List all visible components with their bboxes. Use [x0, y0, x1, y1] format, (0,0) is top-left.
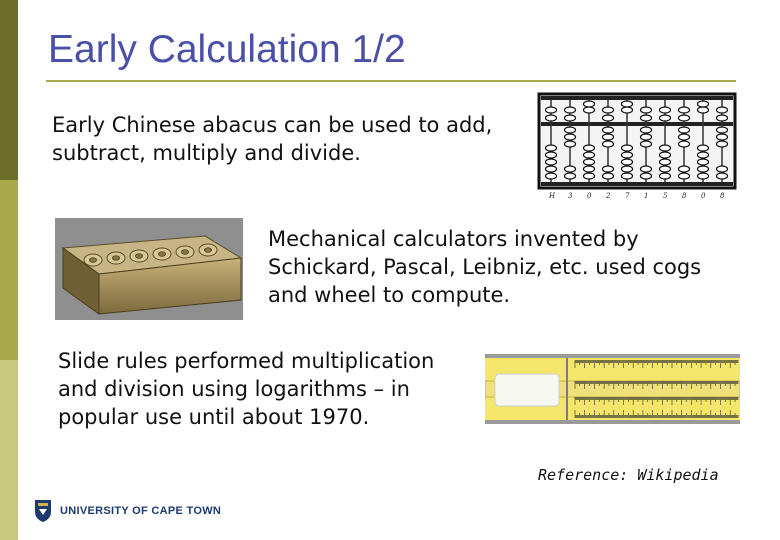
abacus-bead	[698, 107, 709, 113]
abacus-bead	[584, 152, 595, 158]
sidebar-accent	[0, 0, 18, 540]
abacus-digit-label: 0	[587, 192, 592, 200]
abacus-bead	[546, 145, 557, 151]
abacus-bead	[660, 107, 671, 113]
university-logo	[34, 498, 221, 524]
abacus-bead	[698, 166, 709, 172]
abacus-digit-label: 1	[644, 192, 649, 200]
abacus-bead	[679, 107, 690, 113]
abacus-bead	[698, 101, 709, 107]
abacus-bead	[546, 173, 557, 179]
abacus-bead	[660, 159, 671, 165]
abacus-bead	[717, 127, 728, 133]
slide-rules-paragraph: Slide rules performed multiplication and division using logarithms – in popular use until about 1970.	[58, 349, 435, 429]
abacus-bead	[641, 173, 652, 179]
abacus-bead	[622, 152, 633, 158]
abacus-bead	[679, 141, 690, 147]
abacus-bead	[584, 173, 595, 179]
abacus-bead	[660, 152, 671, 158]
abacus-bead	[622, 173, 633, 179]
abacus-bead	[679, 127, 690, 133]
abacus-paragraph: Early Chinese abacus can be used to add, subtract, multiply and divide.	[52, 113, 493, 165]
abacus-bead	[660, 173, 671, 179]
abacus-bead	[698, 159, 709, 165]
abacus-digit-label: 7	[625, 192, 630, 200]
abacus-digit-label: 0	[701, 192, 706, 200]
abacus-bead	[641, 141, 652, 147]
abacus-bead	[565, 107, 576, 113]
abacus-digit-label: 5	[663, 192, 668, 200]
abacus-bead	[565, 173, 576, 179]
abacus-bead	[660, 166, 671, 172]
abacus-bead	[641, 166, 652, 172]
abacus-bead	[603, 173, 614, 179]
abacus-bead	[546, 152, 557, 158]
abacus-bead	[546, 107, 557, 113]
abacus-bead	[584, 145, 595, 151]
abacus-bead	[546, 159, 557, 165]
uct-shield-icon	[34, 499, 52, 523]
abacus-bead	[584, 166, 595, 172]
abacus-bead	[546, 115, 557, 121]
slide-title: Early Calculation 1/2	[48, 28, 406, 71]
abacus-bead	[622, 145, 633, 151]
abacus-bead	[679, 173, 690, 179]
university-logo-text: UNIVERSITY OF CAPE TOWN	[60, 505, 222, 517]
mechanical-paragraph: Mechanical calculators invented by Schickard, Pascal, Leibniz, etc. used cogs and wheel to compute.	[268, 227, 702, 307]
abacus-bead	[622, 107, 633, 113]
abacus-bead	[622, 166, 633, 172]
abacus-bead	[717, 107, 728, 113]
abacus-bead	[641, 115, 652, 121]
abacus-bead	[660, 115, 671, 121]
sidebar-band-dark	[0, 0, 18, 180]
abacus-bead	[717, 166, 728, 172]
abacus-bead	[641, 107, 652, 113]
abacus-bead	[603, 141, 614, 147]
abacus-bead	[603, 115, 614, 121]
abacus-bead	[698, 152, 709, 158]
abacus-bead	[603, 107, 614, 113]
sidebar-band-light	[0, 360, 18, 540]
reference-note: Reference: Wikipedia	[538, 466, 719, 484]
abacus-bead	[679, 134, 690, 140]
abacus-bead	[698, 145, 709, 151]
abacus-bead	[546, 166, 557, 172]
abacus-digit-label: 2	[606, 192, 611, 200]
abacus-bead	[622, 159, 633, 165]
abacus-bead	[603, 127, 614, 133]
abacus-bead	[584, 159, 595, 165]
abacus-bead	[717, 173, 728, 179]
abacus-bead	[603, 134, 614, 140]
abacus-bead	[565, 134, 576, 140]
abacus-bead	[565, 166, 576, 172]
abacus-bead	[565, 115, 576, 121]
sidebar-band-mid	[0, 180, 18, 360]
abacus-bead	[603, 166, 614, 172]
abacus-bead	[660, 145, 671, 151]
abacus-digit-label: 8	[682, 192, 687, 200]
abacus-bead	[641, 134, 652, 140]
pascaline-image	[55, 218, 243, 320]
title-divider	[46, 80, 736, 82]
abacus-bead	[584, 107, 595, 113]
abacus-bead	[584, 101, 595, 107]
abacus-digit-label: 3	[568, 192, 573, 200]
abacus-image	[537, 92, 737, 202]
abacus-bead	[717, 141, 728, 147]
abacus-bead	[679, 115, 690, 121]
slide-rule-image	[485, 354, 740, 424]
abacus-bead	[698, 173, 709, 179]
abacus-bead	[565, 127, 576, 133]
abacus-digit-label: 8	[720, 192, 725, 200]
abacus-bead	[622, 101, 633, 107]
abacus-bead	[679, 166, 690, 172]
abacus-bead	[641, 127, 652, 133]
abacus-bead	[717, 134, 728, 140]
abacus-digit-label: H	[549, 192, 556, 200]
abacus-bead	[717, 115, 728, 121]
abacus-bead	[565, 141, 576, 147]
